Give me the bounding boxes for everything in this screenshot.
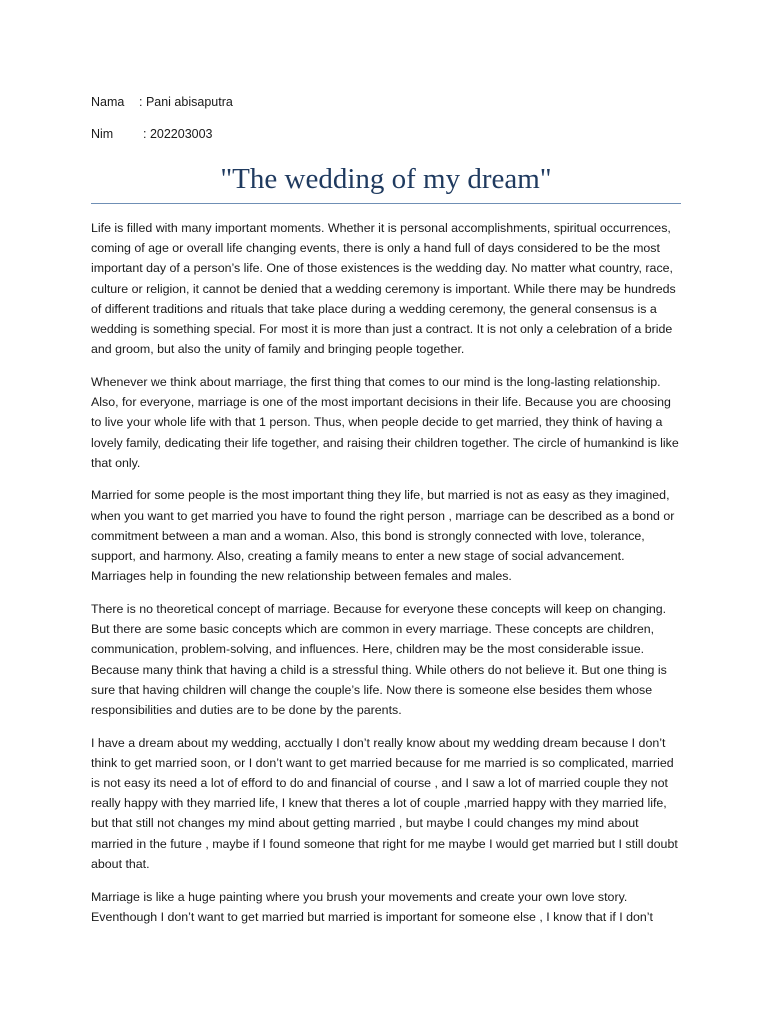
paragraph: Whenever we think about marriage, the first thing that comes to our mind is the long-lasting relationship. Also, for everyone, marriage is one of the most important decisions in their life. Because you are choosing to live your whole life with that 1 person. Thus, when people decide to get married, they think of having a lovely family, dedicating their life together, and raising their children together. The circle of humankind is like that only. <box>91 374 679 470</box>
nama-value: : Pani abisaputra <box>139 95 233 109</box>
paragraph: Married for some people is the most important thing they life, but married is not as easy as they imagined, when you want to get married you have to found the right person , marriage can be described as a bond or commitment between a man and a woman. Also, this bond is strongly connected with love, tolerance, support, and harmony. Also, creating a family means to enter a new stage of social advancement. Marriages help in founding the new relationship between females and males. <box>91 488 675 584</box>
paragraph: Life is filled with many important moments. Whether it is personal accomplishments, spiritual occurrences, coming of age or overall life changing events, there is only a hand full of days considered to be the most important day of a person’s life. One of those existences is the wedding day. No matter what country, race, culture or religion, it cannot be denied that a wedding ceremony is important. While there may be hundreds of different traditions and rituals that take place during a wedding ceremony, the general consensus is a wedding is something special. For most it is more than just a contract. It is not only a celebration of a bride and groom, but also the unity of family and bringing people together. <box>91 221 676 357</box>
nim-value: : 202203003 <box>143 127 213 141</box>
paragraph: There is no theoretical concept of marriage. Because for everyone these concepts will keep on changing. But there are some basic concepts which are common in every marriage. These concepts are children, communication, problem-solving, and influences. Here, children may be the most considerable issue. Because many think that having a child is a stressful thing. While others do not believe it. But one thing is sure that having children will change the couple’s life. Now there is someone else besides them whose responsibilities and duties are to be done by the parents. <box>91 601 667 717</box>
title-divider <box>91 203 681 204</box>
nama-row <box>91 95 233 109</box>
document-body <box>91 218 681 940</box>
nim-row <box>91 127 213 141</box>
nim-label: Nim <box>91 127 114 141</box>
nama-label: Nama <box>91 95 125 109</box>
document-title: "The wedding of my dream" <box>220 163 552 195</box>
paragraph: Marriage is like a huge painting where you brush your movements and create your own love story. Eventhough I don’t want to get married but married is important for someone else , I know that if I don’t <box>91 889 654 924</box>
paragraph: I have a dream about my wedding, acctually I don’t really know about my wedding dream because I don’t think to get married soon, or I don’t want to get married because for me married is so complicated, married is not easy its need a lot of efford to do and financial of course , and I saw a lot of married couple they not really happy with they married life, I knew that theres a lot of couple ,married happy with they married life, but that still not changes my mind about getting married , but maybe I could changes my mind about married in the future , maybe if I found someone that right for me maybe I would get married but I still doubt about that. <box>91 735 678 871</box>
